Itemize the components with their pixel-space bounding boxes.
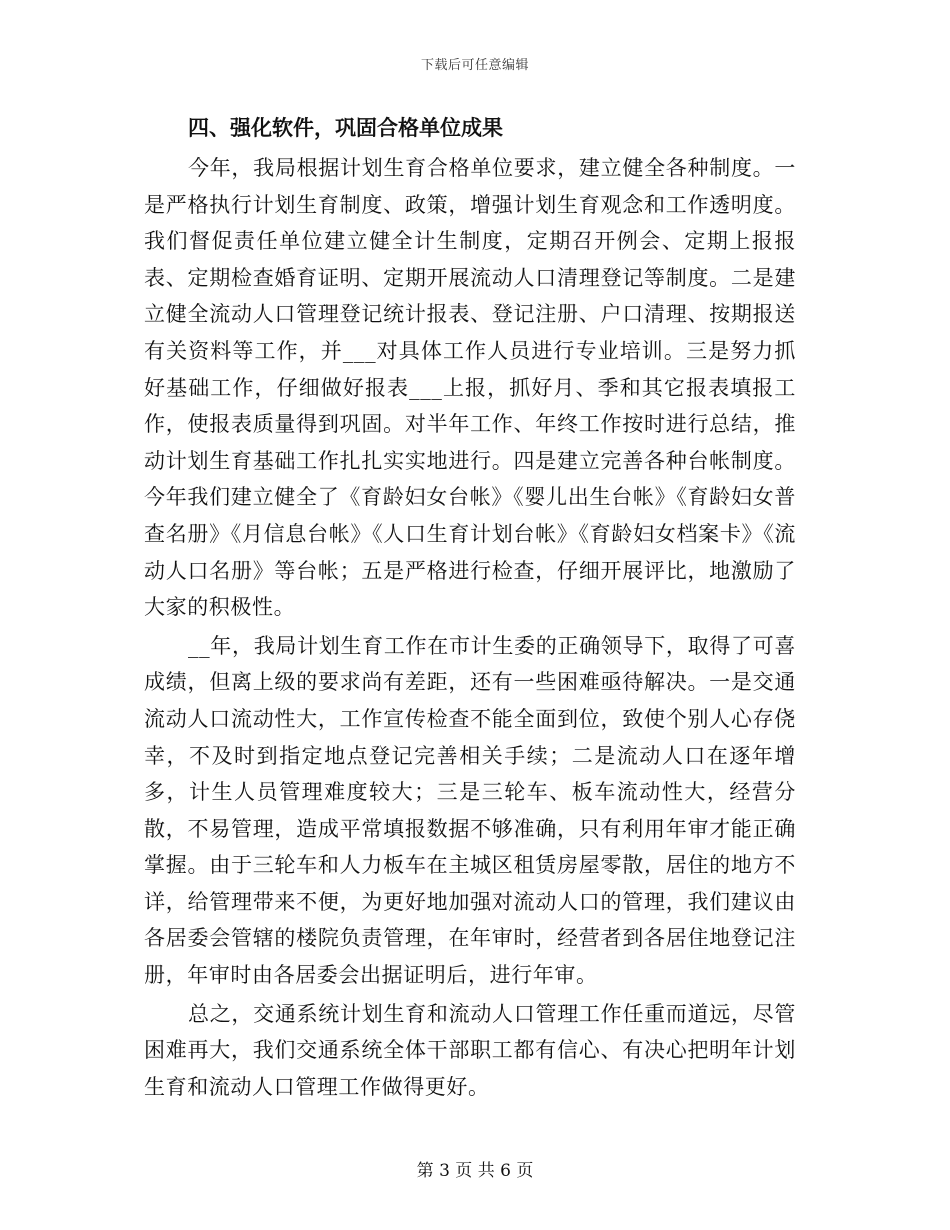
document-body <box>144 110 796 1107</box>
page-number: 第 3 页 共 6 页 <box>416 1161 534 1181</box>
paragraph-2: __年，我局计划生育工作在市计生委的正确领导下，取得了可喜成绩，但离上级的要求尚有差距，还有一些困难亟待解决。一是交通流动人口流动性大，工作宣传检查不能全面到位，致使个别人心存侥幸，不及时到指定地点登记完善相关手续；二是流动人口在逐年增多，计生人员管理难度较大；三是三轮车、板车流动性大，经营分散，不易管理，造成平常填报数据不够准确，只有利用年审才能正确掌握。由于三轮车和人力板车在主城区租赁房屋零散，居住的地方不详，给管理带来不便，为更好地加强对流动人口的管理，我们建议由各居委会管辖的楼院负责管理，在年审时，经营者到各居住地登记注册，年审时由各居委会出据证明后，进行年审。 <box>144 633 796 988</box>
paragraph-3: 总之，交通系统计划生育和流动人口管理工作任重而道远，尽管困难再大，我们交通系统全体干部职工都有信心、有决心把明年计划生育和流动人口管理工作做得更好。 <box>144 1001 796 1099</box>
paragraph-1: 今年，我局根据计划生育合格单位要求，建立健全各种制度。一是严格执行计划生育制度、政策，增强计划生育观念和工作透明度。我们督促责任单位建立健全计生制度，定期召开例会、定期上报报表、定期检查婚育证明、定期开展流动人口清理登记等制度。二是建立健全流动人口管理登记统计报表、登记注册、户口清理、按期报送有关资料等工作，并___对具体工作人员进行专业培训。三是努力抓好基础工作，仔细做好报表___上报，抓好月、季和其它报表填报工作，使报表质量得到巩固。对半年工作、年终工作按时进行总结，推动计划生育基础工作扎扎实实地进行。四是建立完善各种台帐制度。今年我们建立健全了《育龄妇女台帐》《婴儿出生台帐》《育龄妇女普查名册》《月信息台帐》《人口生育计划台帐》《育龄妇女档案卡》《流动人口名册》等台帐；五是严格进行检查，仔细开展评比，地激励了大家的积极性。 <box>144 156 796 620</box>
header-note: 下载后可任意编辑 <box>420 58 529 73</box>
section-heading: 四、强化软件，巩固合格单位成果 <box>188 116 503 140</box>
